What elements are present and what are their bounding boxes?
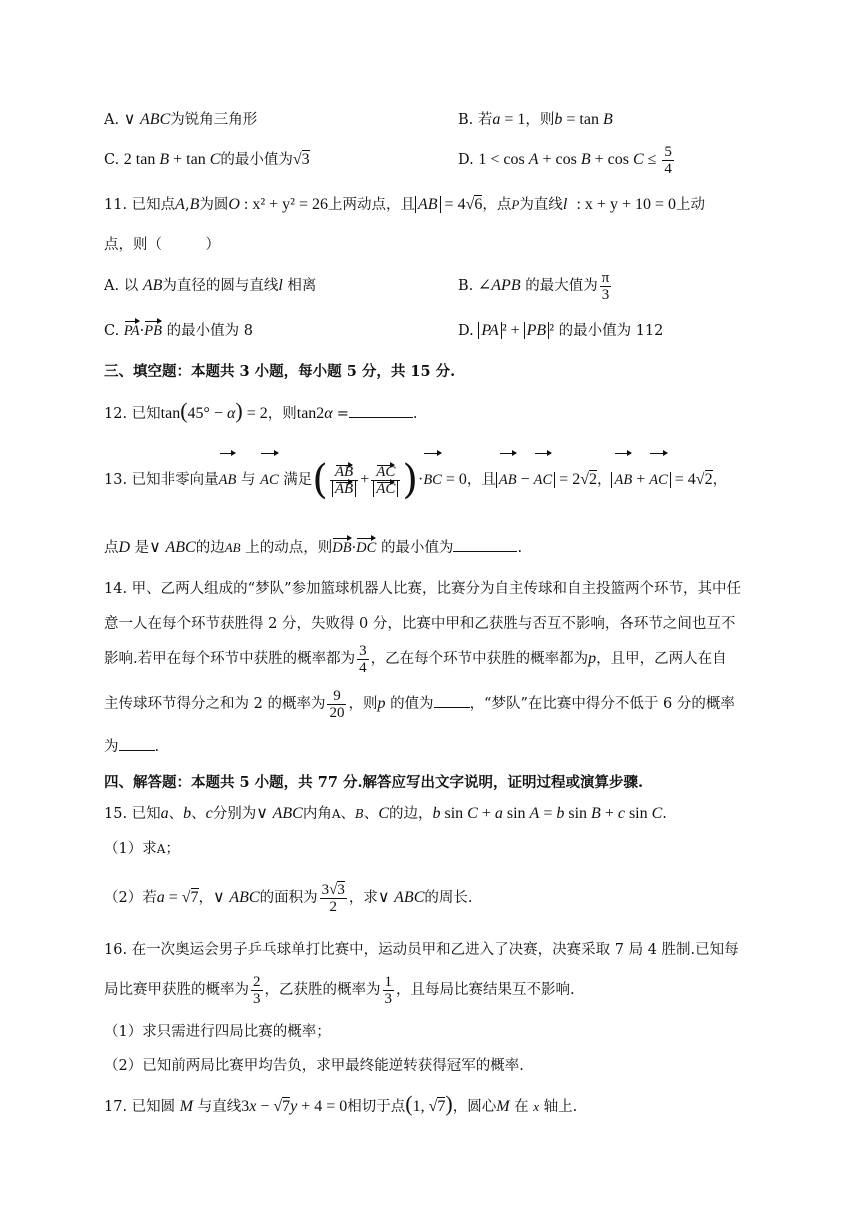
q11-option-d: D. PA ² + PB ² 的最小值为 112 [458,322,664,339]
q11-line2: 点，则（ ） [104,237,220,253]
section-3-heading: 三、填空题：本题共 3 小题，每小题 5 分，共 15 分. [104,363,456,380]
q11-line1: 11. 已知点A,B为圆O : x² + y² = 26上两动点，且 AB = 4√6，点P为直线l : x + y + 10 = 0上动 [104,196,705,213]
q16-part2: （2）已知前两局比赛甲均告负，求甲最终能逆转获得冠军的概率. [104,1058,524,1074]
q17-line1: 17. 已知圆 M 与直线3x − √7y + 4 = 0相切于点(1, √7)，圆心M 在 x 轴上. [104,1091,578,1116]
q12: 12. 已知tan(45° − α) = 2，则tan2α = . [104,398,418,423]
section-4-heading: 四、解答题：本题共 5 小题，共 77 分.解答应写出文字说明，证明过程或演算步骤. [104,774,644,791]
q11-option-a: A. 以 AB为直径的圆与直线l 相离 [104,277,317,294]
q16-line1: 16. 在一次奥运会男子乒乓球单打比赛中，运动员甲和乙进入了决赛，决赛采取 7 局 4 胜制.已知每 [104,942,739,958]
q16-line2: 局比赛甲获胜的概率为 $\frac{2}{3}$ ，乙获胜的概率为 $\frac{1}{3}$ ，且每局比赛结果互不影响. [104,973,575,1007]
q11-option-c: C. PA·PB 的最小值为 8 [104,320,253,342]
q13-line1: 13. 已知非零向量AB 与 AC 满足( $\frac{AB}{AB}$ + $\frac{AC}{AC}$ )·BC = 0，且 AB − AC = 2√2， AB + AC = 4√2， [104,452,727,508]
q15-line1: 15. 已知a、b、c分别为∨ ABC内角A、B、C的边，b sin C + a sin A = b sin B + c sin C. [104,805,667,822]
q14-line2: 意一人在每个环节获胜得 2 分，失败得 0 分，比赛中甲和乙获胜与否互不影响，各环节之间也互不 [104,616,736,632]
q10-option-c: C. 2 tan B + tan C的最小值为√3 [104,151,310,168]
q14-line4: 主传球环节得分之和为 2 的概率为 $\frac{9}{20}$ ，则p 的值为 ，“梦队”在比赛中得分不低于 6 分的概率 [104,687,735,721]
q15-part1: （1）求A； [104,841,180,857]
q15-part2: （2）若a = √7，∨ ABC的面积为 $\frac{3√3}{2}$ ，求∨ ABC的周长. [104,881,473,915]
q14-line3: 影响.若甲在每个环节中获胜的概率都为 $\frac{3}{4}$ ，乙在每个环节中获胜的概率都为p，且甲，乙两人在自 [104,642,727,676]
q14-line1: 14. 甲、乙两人组成的“梦队”参加篮球机器人比赛，比赛分为自主传球和自主投篮两个环节，其中任 [104,581,741,597]
q11-option-b: B. ∠APB 的最大值为 $\frac{\pi}{3}$ [458,269,610,303]
q10-option-b: B. 若a = 1，则b = tan B [458,111,613,128]
q13-line2: 点D 是∨ ABC的边AB 上的动点，则DB·DC 的最小值为 . [104,537,522,559]
q10-option-d: D. 1 < cos A + cos B + cos C ≤ $\frac{5}{4}$ [458,143,672,177]
q10-option-a: A. ∨ ABC为锐角三角形 [104,111,258,128]
q14-line5: 为 . [104,736,159,758]
q16-part1: （1）求只需进行四局比赛的概率； [104,1024,331,1040]
